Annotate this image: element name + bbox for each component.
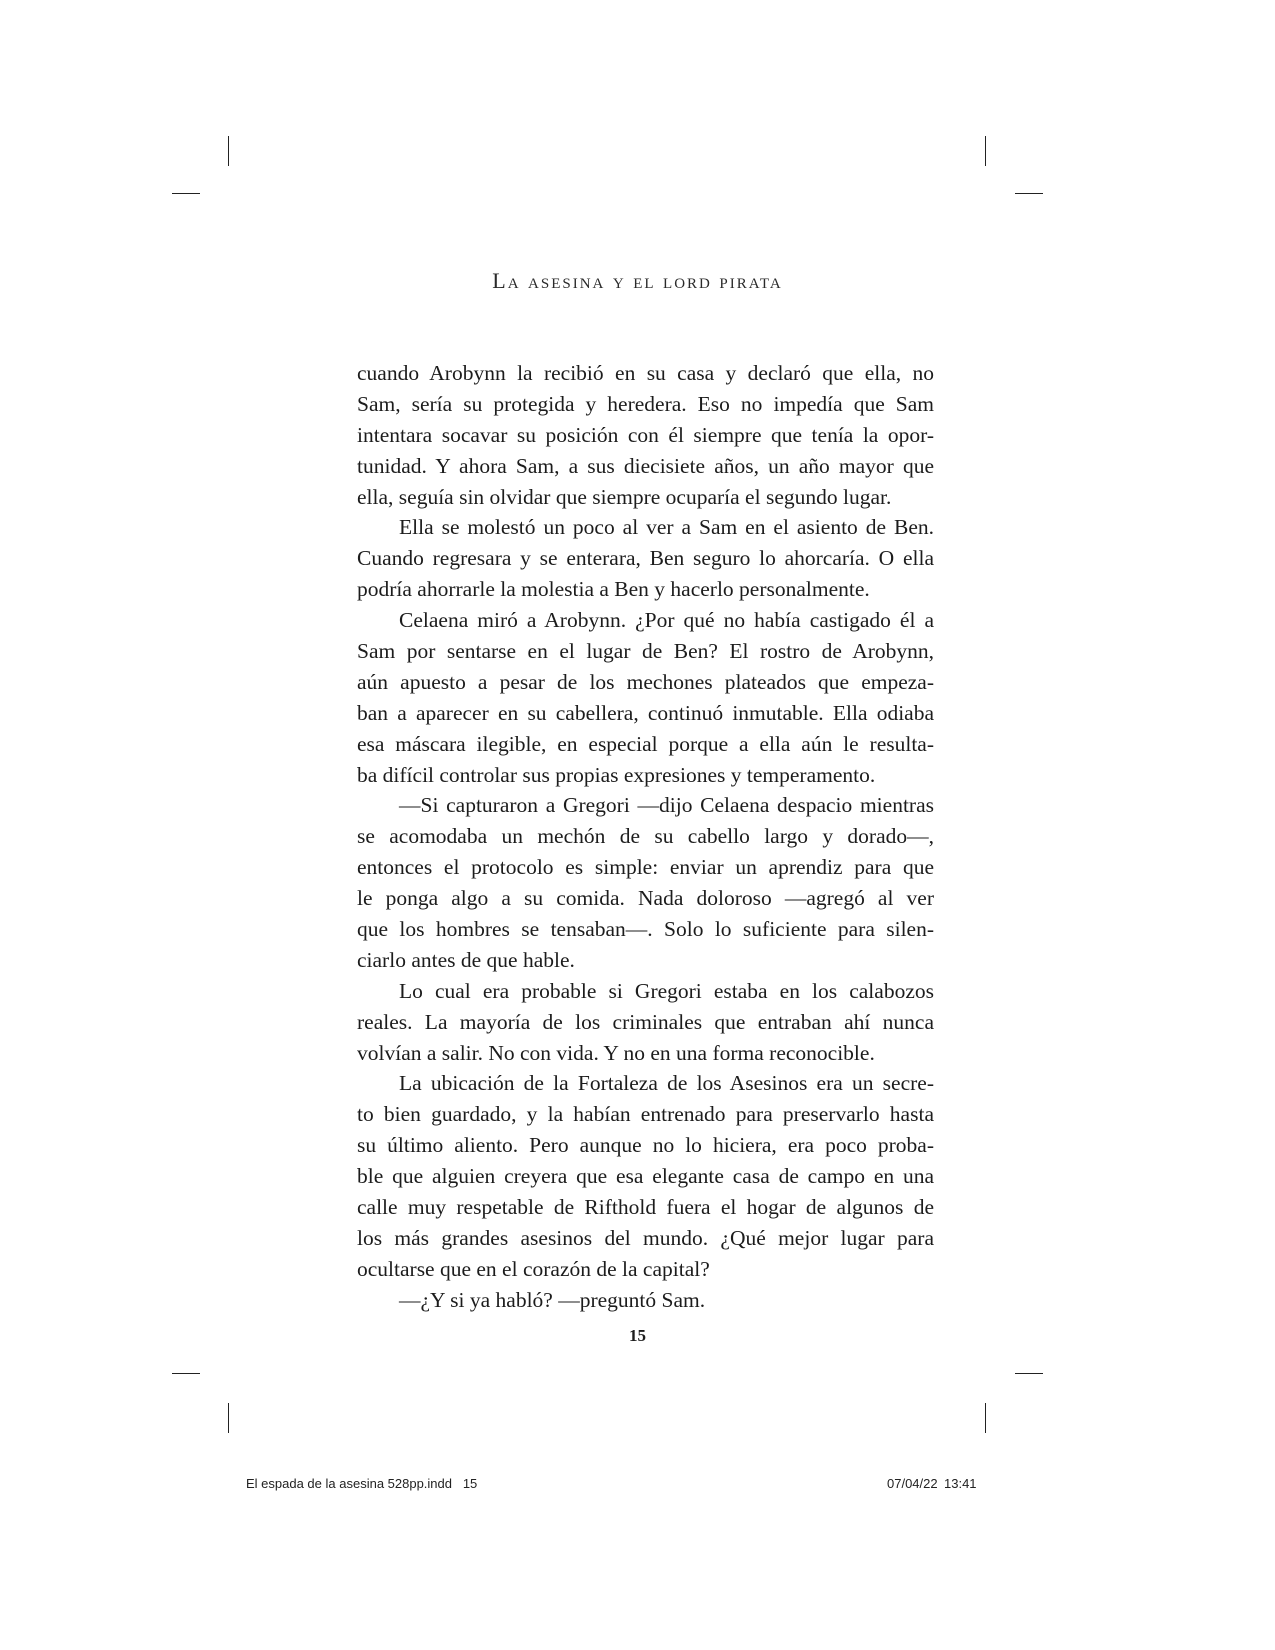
crop-mark-bottom-left-h bbox=[172, 1373, 200, 1374]
text-line: Sam por sentarse en el lugar de Ben? El rostro de Arobynn, bbox=[357, 639, 934, 664]
crop-mark-top-right bbox=[985, 136, 986, 166]
text-line: ella, seguía sin olvidar que siempre ocuparía el segundo lugar. bbox=[357, 484, 892, 509]
text-line: Sam, sería su protegida y heredera. Eso no impedía que Sam bbox=[357, 391, 934, 416]
crop-mark-top-left-h bbox=[172, 193, 200, 194]
text-line: volvían a salir. No con vida. Y no en una forma reconocible. bbox=[357, 1040, 875, 1065]
text-line: intentara socavar su posición con él siempre que tenía la opor- bbox=[357, 422, 934, 447]
text-line: su último aliento. Pero aunque no lo hiciera, era poco proba- bbox=[357, 1133, 934, 1158]
text-line: —Si capturaron a Gregori —dijo Celaena despacio mientras bbox=[399, 793, 934, 818]
crop-mark-bottom-left bbox=[228, 1403, 229, 1433]
text-line: Ella se molestó un poco al ver a Sam en el asiento de Ben. bbox=[399, 515, 934, 540]
text-line: Celaena miró a Arobynn. ¿Por qué no había castigado él a bbox=[399, 608, 934, 633]
slug-time: 13:41 bbox=[944, 1476, 977, 1491]
text-line: —¿Y si ya habló? —preguntó Sam. bbox=[399, 1287, 706, 1312]
text-line: los más grandes asesinos del mundo. ¿Qué mejor lugar para bbox=[357, 1225, 934, 1250]
text-line: esa máscara ilegible, en especial porque a ella aún le resulta- bbox=[357, 731, 934, 756]
crop-mark-bottom-right-h bbox=[1015, 1373, 1043, 1374]
text-line: podría ahorrarle la molestia a Ben y hacerlo personalmente. bbox=[357, 577, 870, 602]
text-line: to bien guardado, y la habían entrenado para preservarlo hasta bbox=[357, 1102, 934, 1127]
text-line: cuando Arobynn la recibió en su casa y declaró que ella, no bbox=[357, 361, 934, 385]
text-line: ble que alguien creyera que esa elegante casa de campo en una bbox=[357, 1164, 934, 1189]
body-text bbox=[357, 358, 934, 1316]
text-line: ban a aparecer en su cabellera, continuó inmutable. Ella odiaba bbox=[357, 700, 934, 725]
crop-mark-top-right-h bbox=[1015, 193, 1043, 194]
text-line: entonces el protocolo es simple: enviar un aprendiz para que bbox=[357, 855, 934, 880]
text-line: que los hombres se tensaban—. Solo lo suficiente para silen- bbox=[357, 917, 934, 942]
crop-mark-bottom-right bbox=[985, 1403, 986, 1433]
text-line: calle muy respetable de Rifthold fuera el hogar de algunos de bbox=[357, 1195, 934, 1220]
running-head: La asesina y el lord pirata bbox=[492, 268, 783, 293]
text-line: tunidad. Y ahora Sam, a sus diecisiete años, un año mayor que bbox=[357, 453, 934, 478]
page-number: 15 bbox=[629, 1326, 646, 1345]
text-line: ba difícil controlar sus propias expresiones y temperamento. bbox=[357, 762, 876, 787]
text-line: le ponga algo a su comida. Nada doloroso —agregó al ver bbox=[357, 886, 934, 911]
slug-file: El espada de la asesina 528pp.indd 15 bbox=[246, 1476, 478, 1491]
text-line: se acomodaba un mechón de su cabello largo y dorado—, bbox=[357, 824, 934, 849]
text-line: aún apuesto a pesar de los mechones plateados que empeza- bbox=[357, 669, 934, 694]
text-line: ocultarse que en el corazón de la capital? bbox=[357, 1256, 710, 1281]
slug-date: 07/04/22 bbox=[887, 1476, 938, 1491]
text-line: La ubicación de la Fortaleza de los Asesinos era un secre- bbox=[399, 1071, 934, 1096]
text-line: Cuando regresara y se enterara, Ben seguro lo ahorcaría. O ella bbox=[357, 546, 934, 571]
text-line: ciarlo antes de que hable. bbox=[357, 947, 575, 972]
text-line: Lo cual era probable si Gregori estaba en los calabozos bbox=[399, 978, 934, 1003]
crop-mark-top-left bbox=[228, 136, 229, 166]
text-line: reales. La mayoría de los criminales que entraban ahí nunca bbox=[357, 1009, 934, 1034]
